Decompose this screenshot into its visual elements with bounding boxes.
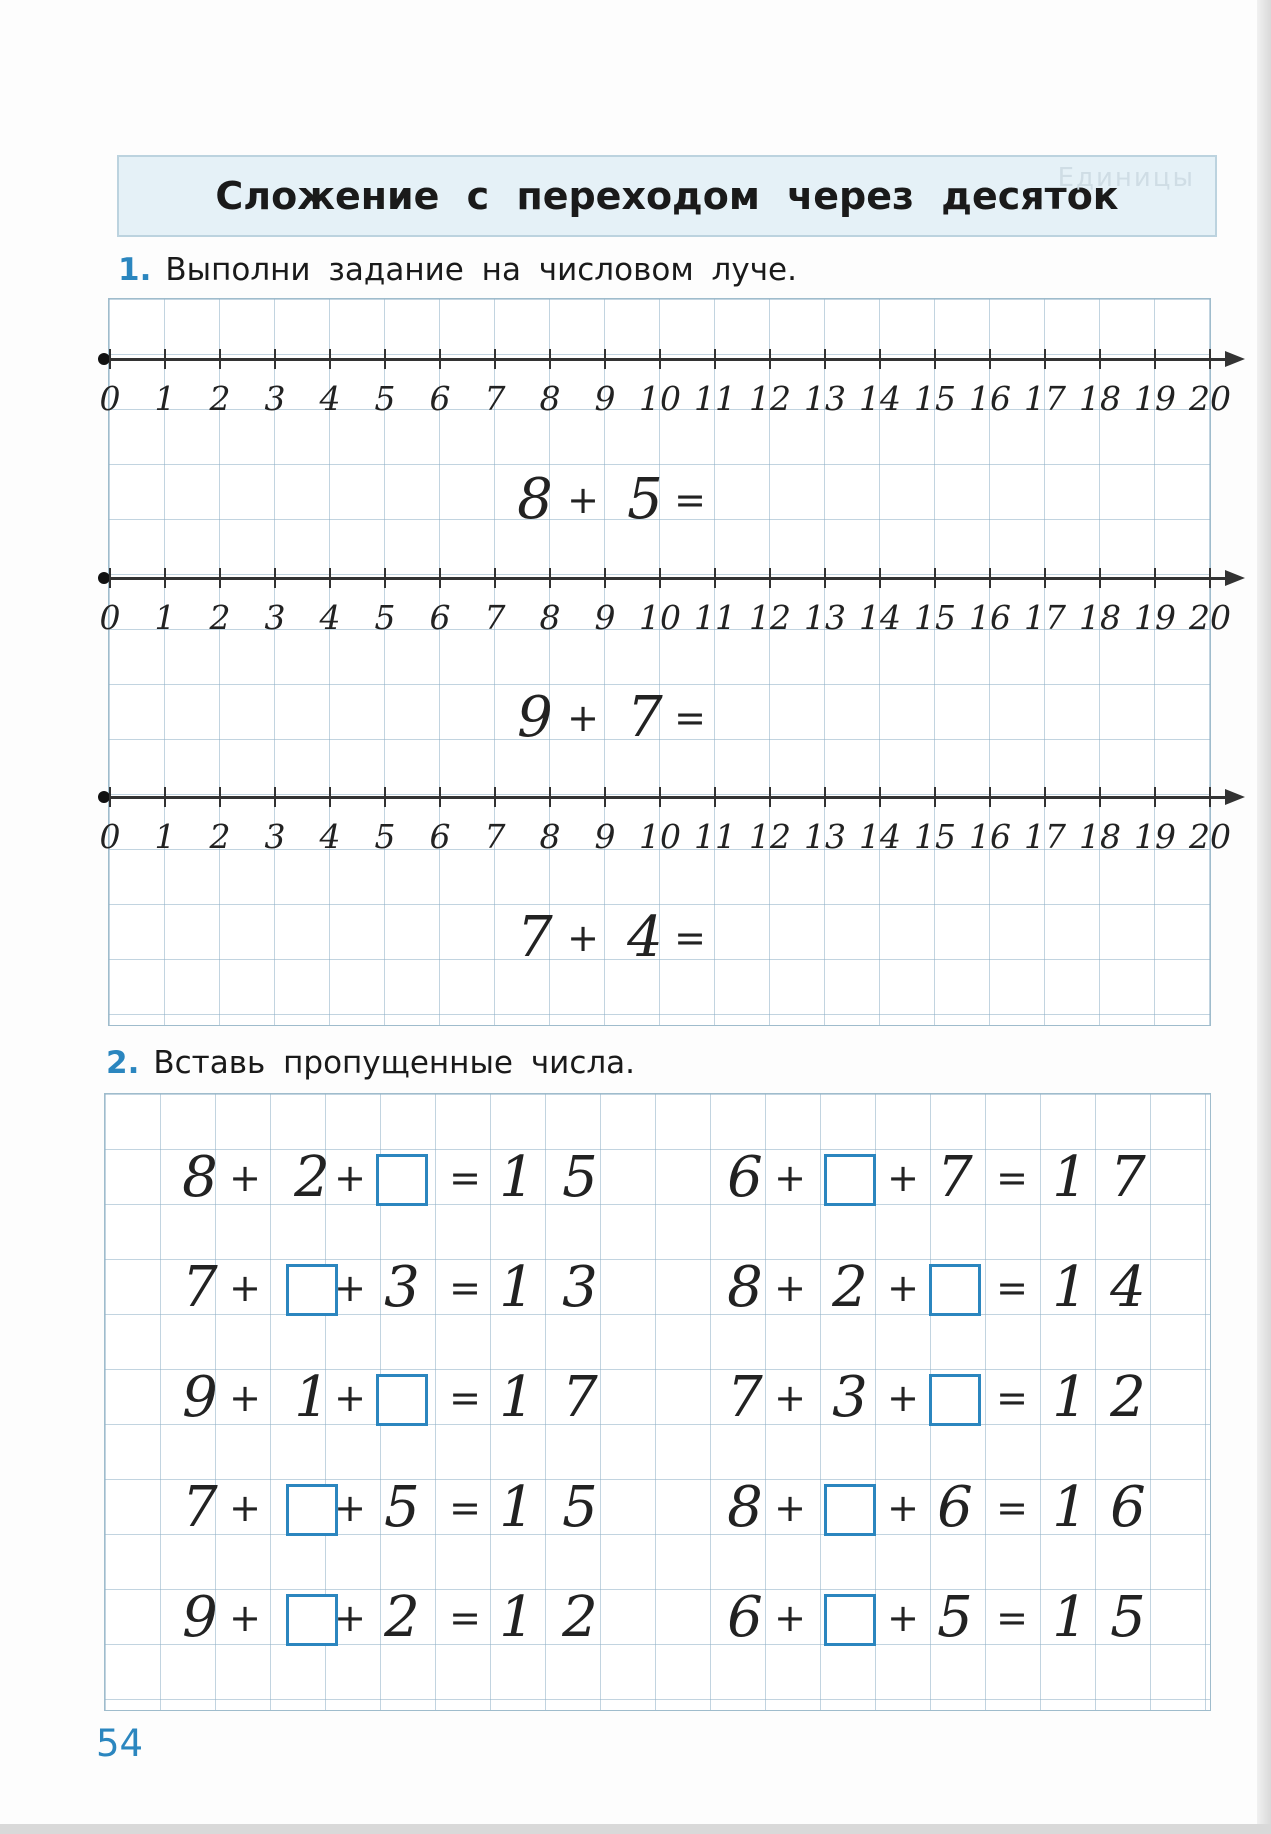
- tick-label: 10: [639, 598, 681, 637]
- ghost-text: Единицы: [1057, 163, 1195, 193]
- plus-sign: +: [229, 1486, 261, 1530]
- result-digit: 1: [1052, 1145, 1088, 1210]
- plus-sign: +: [229, 1156, 261, 1200]
- tick-label: 13: [804, 598, 846, 637]
- equation-term: 7: [182, 1475, 218, 1540]
- tick-label: 17: [1024, 598, 1066, 637]
- equation-term: 6: [937, 1475, 973, 1540]
- equation-term: 5: [384, 1475, 420, 1540]
- tick-label: 19: [1134, 598, 1176, 637]
- tick-mark: [274, 568, 276, 588]
- answer-box[interactable]: [929, 1374, 981, 1426]
- tick-mark: [164, 787, 166, 807]
- plus-sign: +: [229, 1266, 261, 1310]
- tick-label: 0: [99, 598, 121, 637]
- tick-mark: [494, 787, 496, 807]
- plus-sign: +: [229, 1596, 261, 1640]
- equals-sign: =: [674, 696, 706, 740]
- tick-label: 13: [804, 379, 846, 418]
- tick-mark: [604, 349, 606, 369]
- tick-label: 17: [1024, 379, 1066, 418]
- result-digit: 1: [1052, 1365, 1088, 1430]
- tick-label: 11: [694, 817, 736, 856]
- tick-mark: [934, 787, 936, 807]
- equation-term: 2: [294, 1145, 330, 1210]
- page-edge-shadow: [1257, 0, 1271, 1834]
- tick-label: 12: [749, 379, 791, 418]
- tick-label: 17: [1024, 817, 1066, 856]
- plus-sign: +: [887, 1156, 919, 1200]
- arrow-head-icon: [1225, 351, 1245, 367]
- tick-mark: [934, 349, 936, 369]
- tick-mark: [164, 349, 166, 369]
- tick-mark: [219, 349, 221, 369]
- result-digit: 5: [562, 1145, 598, 1210]
- equation-term: 1: [294, 1365, 330, 1430]
- tick-mark: [1154, 349, 1156, 369]
- tick-mark: [384, 349, 386, 369]
- plus-sign: +: [567, 696, 599, 740]
- tick-label: 20: [1189, 598, 1231, 637]
- result-digit: 2: [1110, 1365, 1146, 1430]
- tick-mark: [604, 787, 606, 807]
- tick-label: 15: [914, 379, 956, 418]
- tick-label: 9: [594, 817, 616, 856]
- tick-label: 19: [1134, 817, 1176, 856]
- result-digit: 5: [562, 1475, 598, 1540]
- arrow-head-icon: [1225, 789, 1245, 805]
- number-line: [95, 349, 1245, 369]
- task2-grid: [104, 1093, 1211, 1711]
- equation-term: 2: [384, 1585, 420, 1650]
- tick-mark: [439, 349, 441, 369]
- tick-label: 4: [319, 379, 341, 418]
- equation-term: 3: [384, 1255, 420, 1320]
- tick-mark: [1154, 568, 1156, 588]
- plus-sign: +: [887, 1596, 919, 1640]
- tick-label: 0: [99, 817, 121, 856]
- equation-term: 8: [727, 1475, 763, 1540]
- number-line-axis: [107, 796, 1235, 799]
- tick-mark: [604, 568, 606, 588]
- equation-term: 5: [937, 1585, 973, 1650]
- tick-mark: [274, 787, 276, 807]
- tick-label: 5: [374, 598, 396, 637]
- tick-label: 20: [1189, 379, 1231, 418]
- page-title: Сложение с переходом через десяток: [215, 174, 1119, 218]
- tick-mark: [1209, 349, 1211, 369]
- answer-box[interactable]: [376, 1374, 428, 1426]
- equals-sign: =: [449, 1486, 481, 1530]
- expr-term: 7: [627, 685, 663, 750]
- equals-sign: =: [996, 1596, 1028, 1640]
- tick-mark: [329, 349, 331, 369]
- tick-label: 4: [319, 817, 341, 856]
- tick-label: 18: [1079, 598, 1121, 637]
- tick-mark: [439, 787, 441, 807]
- tick-mark: [384, 568, 386, 588]
- tick-mark: [274, 349, 276, 369]
- tick-label: 12: [749, 817, 791, 856]
- tick-mark: [824, 349, 826, 369]
- tick-label: 6: [429, 598, 451, 637]
- tick-label: 14: [859, 598, 901, 637]
- tick-mark: [769, 349, 771, 369]
- tick-mark: [989, 787, 991, 807]
- equation-term: 7: [182, 1255, 218, 1320]
- equals-sign: =: [449, 1376, 481, 1420]
- equation-term: 3: [832, 1365, 868, 1430]
- plus-sign: +: [774, 1266, 806, 1310]
- result-digit: 4: [1110, 1255, 1146, 1320]
- tick-mark: [1044, 568, 1046, 588]
- tick-mark: [659, 349, 661, 369]
- result-digit: 1: [499, 1255, 535, 1320]
- tick-mark: [659, 787, 661, 807]
- task2-text: Вставь пропущенные числа.: [153, 1045, 636, 1081]
- equals-sign: =: [996, 1156, 1028, 1200]
- tick-mark: [714, 787, 716, 807]
- equals-sign: =: [449, 1266, 481, 1310]
- tick-label: 11: [694, 598, 736, 637]
- plus-sign: +: [567, 478, 599, 522]
- tick-label: 5: [374, 379, 396, 418]
- plus-sign: +: [334, 1376, 366, 1420]
- tick-mark: [109, 787, 111, 807]
- tick-mark: [549, 568, 551, 588]
- plus-sign: +: [774, 1486, 806, 1530]
- result-digit: 1: [1052, 1475, 1088, 1540]
- expr-term: 4: [627, 905, 663, 970]
- equation-term: 7: [937, 1145, 973, 1210]
- plus-sign: +: [567, 916, 599, 960]
- tick-mark: [384, 787, 386, 807]
- tick-label: 16: [969, 379, 1011, 418]
- tick-mark: [494, 568, 496, 588]
- tick-label: 13: [804, 817, 846, 856]
- result-digit: 3: [562, 1255, 598, 1320]
- tick-label: 14: [859, 817, 901, 856]
- tick-mark: [659, 568, 661, 588]
- result-digit: 1: [499, 1365, 535, 1430]
- plus-sign: +: [887, 1266, 919, 1310]
- equals-sign: =: [449, 1596, 481, 1640]
- plus-sign: +: [774, 1376, 806, 1420]
- tick-label: 3: [264, 379, 286, 418]
- answer-box[interactable]: [286, 1594, 338, 1646]
- task1-heading: [118, 252, 797, 288]
- page-bottom-edge: [0, 1824, 1271, 1834]
- tick-label: 20: [1189, 817, 1231, 856]
- tick-label: 8: [539, 598, 561, 637]
- tick-label: 1: [154, 817, 176, 856]
- tick-mark: [1099, 787, 1101, 807]
- tick-mark: [714, 568, 716, 588]
- arrow-head-icon: [1225, 570, 1245, 586]
- tick-label: 8: [539, 817, 561, 856]
- tick-label: 18: [1079, 817, 1121, 856]
- answer-box[interactable]: [824, 1484, 876, 1536]
- tick-label: 10: [639, 379, 681, 418]
- tick-label: 3: [264, 817, 286, 856]
- answer-box[interactable]: [286, 1484, 338, 1536]
- number-line: [95, 787, 1245, 807]
- answer-box[interactable]: [824, 1154, 876, 1206]
- tick-label: 8: [539, 379, 561, 418]
- tick-mark: [989, 568, 991, 588]
- tick-label: 11: [694, 379, 736, 418]
- result-digit: 2: [562, 1585, 598, 1650]
- equals-sign: =: [996, 1376, 1028, 1420]
- plus-sign: +: [334, 1596, 366, 1640]
- equals-sign: =: [674, 916, 706, 960]
- plus-sign: +: [774, 1596, 806, 1640]
- tick-mark: [1044, 787, 1046, 807]
- equation-term: 6: [727, 1145, 763, 1210]
- tick-label: 19: [1134, 379, 1176, 418]
- tick-label: 6: [429, 817, 451, 856]
- tick-mark: [879, 787, 881, 807]
- plus-sign: +: [334, 1266, 366, 1310]
- equation-term: 8: [182, 1145, 218, 1210]
- tick-mark: [494, 349, 496, 369]
- equation-term: 9: [182, 1365, 218, 1430]
- number-line-axis: [107, 577, 1235, 580]
- title-banner: [117, 155, 1217, 237]
- tick-mark: [714, 349, 716, 369]
- number-line: [95, 568, 1245, 588]
- expr-term: 5: [627, 467, 663, 532]
- tick-mark: [879, 349, 881, 369]
- tick-mark: [769, 787, 771, 807]
- tick-label: 7: [484, 379, 506, 418]
- equation-term: 9: [182, 1585, 218, 1650]
- tick-mark: [329, 787, 331, 807]
- tick-label: 12: [749, 598, 791, 637]
- expr-term: 9: [517, 685, 553, 750]
- result-digit: 7: [562, 1365, 598, 1430]
- tick-label: 15: [914, 817, 956, 856]
- tick-mark: [109, 568, 111, 588]
- equals-sign: =: [449, 1156, 481, 1200]
- tick-label: 2: [209, 817, 231, 856]
- tick-mark: [439, 568, 441, 588]
- tick-mark: [824, 787, 826, 807]
- tick-label: 3: [264, 598, 286, 637]
- tick-mark: [1099, 349, 1101, 369]
- result-digit: 1: [499, 1585, 535, 1650]
- tick-label: 18: [1079, 379, 1121, 418]
- tick-mark: [1209, 568, 1211, 588]
- equals-sign: =: [674, 478, 706, 522]
- result-digit: 6: [1110, 1475, 1146, 1540]
- answer-box[interactable]: [824, 1594, 876, 1646]
- tick-label: 0: [99, 379, 121, 418]
- tick-mark: [1209, 787, 1211, 807]
- tick-label: 5: [374, 817, 396, 856]
- equation-term: 8: [727, 1255, 763, 1320]
- tick-mark: [549, 787, 551, 807]
- result-digit: 7: [1110, 1145, 1146, 1210]
- plus-sign: +: [887, 1376, 919, 1420]
- task2-heading: [106, 1045, 635, 1081]
- answer-box[interactable]: [929, 1264, 981, 1316]
- result-digit: 5: [1110, 1585, 1146, 1650]
- tick-label: 1: [154, 598, 176, 637]
- tick-label: 16: [969, 598, 1011, 637]
- tick-mark: [1154, 787, 1156, 807]
- number-line-axis: [107, 358, 1235, 361]
- task1-number: 1.: [118, 252, 152, 288]
- task1-text: Выполни задание на числовом луче.: [165, 252, 797, 288]
- tick-label: 15: [914, 598, 956, 637]
- equation-term: 2: [832, 1255, 868, 1320]
- expr-term: 8: [517, 467, 553, 532]
- tick-label: 4: [319, 598, 341, 637]
- tick-label: 7: [484, 817, 506, 856]
- equals-sign: =: [996, 1266, 1028, 1310]
- tick-mark: [769, 568, 771, 588]
- tick-label: 9: [594, 598, 616, 637]
- plus-sign: +: [887, 1486, 919, 1530]
- tick-mark: [329, 568, 331, 588]
- plus-sign: +: [229, 1376, 261, 1420]
- result-digit: 1: [1052, 1585, 1088, 1650]
- tick-mark: [989, 349, 991, 369]
- tick-label: 6: [429, 379, 451, 418]
- page-number: 54: [96, 1722, 144, 1765]
- tick-mark: [1044, 349, 1046, 369]
- tick-mark: [824, 568, 826, 588]
- tick-label: 2: [209, 379, 231, 418]
- tick-label: 10: [639, 817, 681, 856]
- equation-term: 7: [727, 1365, 763, 1430]
- plus-sign: +: [334, 1486, 366, 1530]
- plus-sign: +: [774, 1156, 806, 1200]
- tick-mark: [934, 568, 936, 588]
- result-digit: 1: [1052, 1255, 1088, 1320]
- answer-box[interactable]: [376, 1154, 428, 1206]
- result-digit: 1: [499, 1145, 535, 1210]
- tick-mark: [1099, 568, 1101, 588]
- tick-label: 7: [484, 598, 506, 637]
- result-digit: 1: [499, 1475, 535, 1540]
- task2-number: 2.: [106, 1045, 140, 1081]
- tick-label: 16: [969, 817, 1011, 856]
- tick-mark: [549, 349, 551, 369]
- tick-mark: [879, 568, 881, 588]
- answer-box[interactable]: [286, 1264, 338, 1316]
- expr-term: 7: [517, 905, 553, 970]
- plus-sign: +: [334, 1156, 366, 1200]
- tick-label: 14: [859, 379, 901, 418]
- tick-mark: [109, 349, 111, 369]
- tick-mark: [164, 568, 166, 588]
- tick-mark: [219, 568, 221, 588]
- tick-label: 1: [154, 379, 176, 418]
- tick-label: 9: [594, 379, 616, 418]
- equals-sign: =: [996, 1486, 1028, 1530]
- tick-mark: [219, 787, 221, 807]
- equation-term: 6: [727, 1585, 763, 1650]
- tick-label: 2: [209, 598, 231, 637]
